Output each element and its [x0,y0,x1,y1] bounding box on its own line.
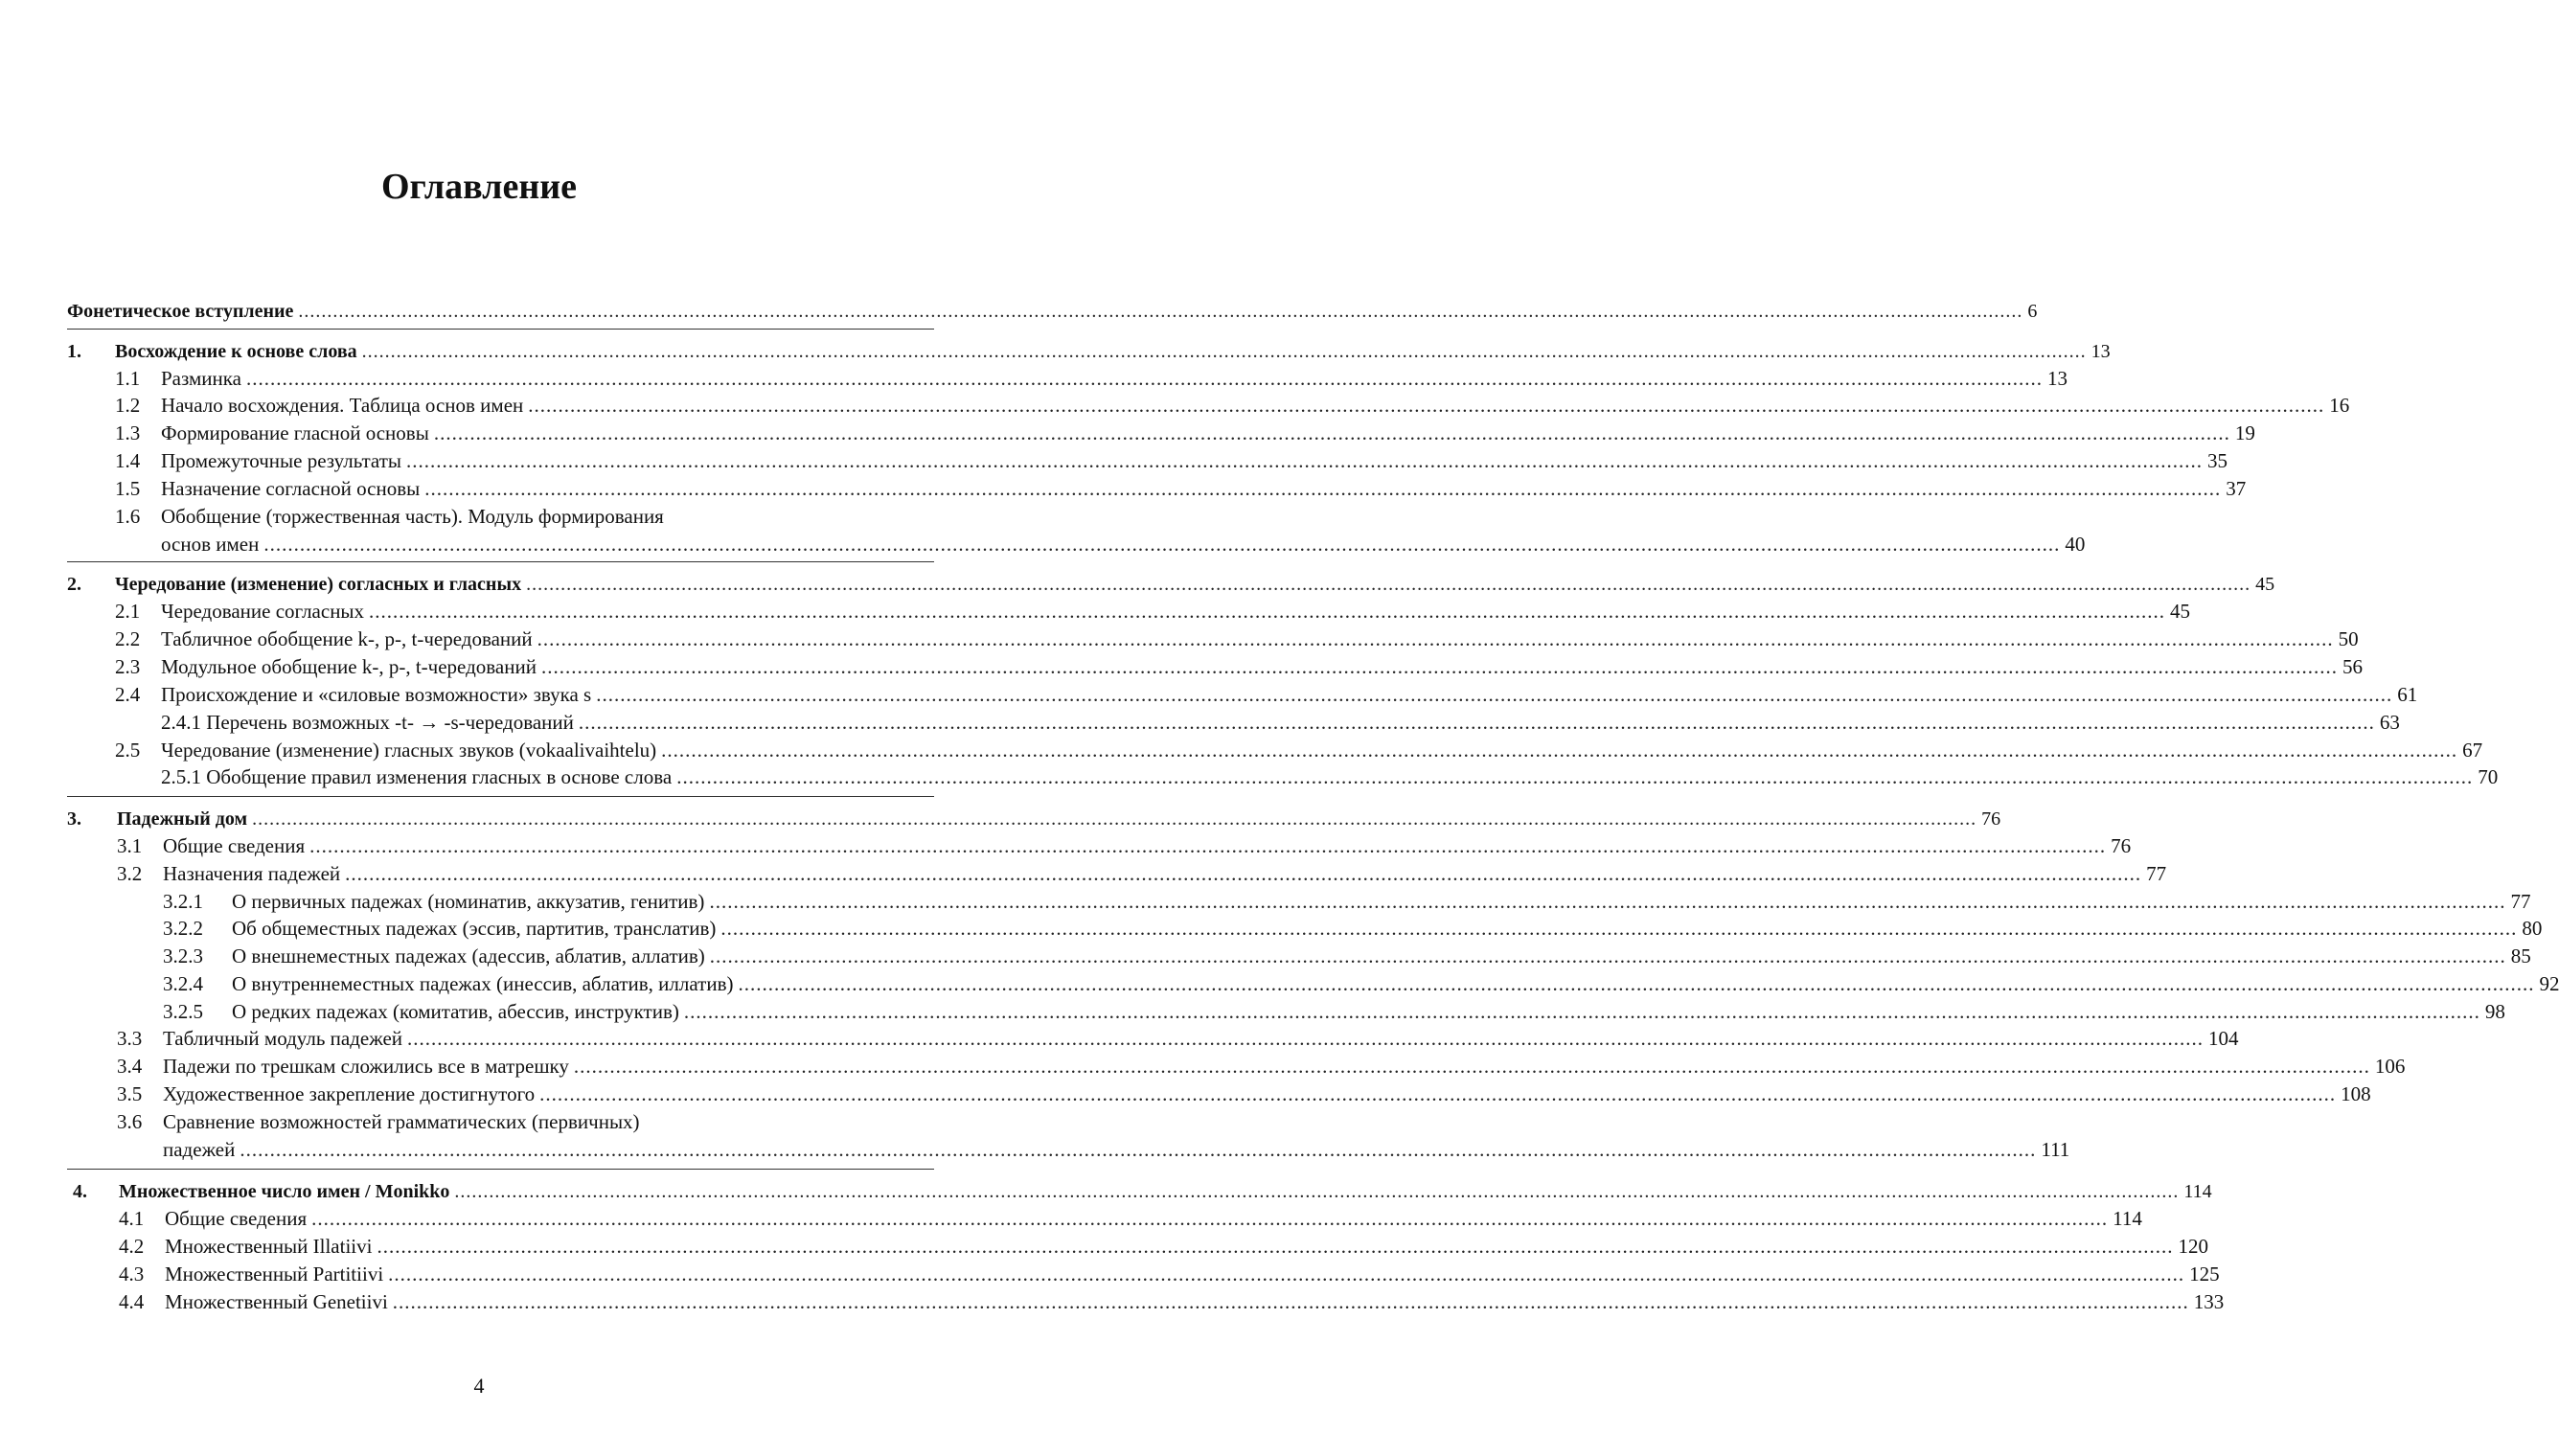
toc-page-number: 61 [2397,683,2418,706]
toc-entry-number: 1.6 [115,505,141,528]
toc-page-number: 125 [2189,1263,2220,1285]
dot-leader: ............................................................................................................................................................................................................................................................................................................ [263,533,2061,556]
toc-page-number: 133 [2193,1290,2225,1313]
toc-entry-title: Табличное обобщение k-, p-, t-чередований [161,627,533,650]
toc-entry-number: 2.4 [115,683,141,706]
toc-section-heading[interactable] [73,1178,2212,1205]
toc-entry[interactable] [115,626,2359,652]
toc-page-number: 120 [2178,1235,2208,1258]
toc-section-heading[interactable] [67,571,2275,598]
toc-entry[interactable] [115,653,2363,680]
toc-entry-title: Промежуточные результаты [161,449,401,472]
toc-page-number: 85 [2510,944,2531,967]
dot-leader: ............................................................................................................................................................................................................................................................................................................ [720,917,2518,940]
toc-page-number: 111 [2041,1138,2070,1161]
toc-entry-title: Множественный Partitiivi [165,1263,384,1285]
dot-leader: ............................................................................................................................................................................................................................................................................................................ [537,627,2334,650]
dot-leader: ............................................................................................................................................................................................................................................................................................................ [676,765,2474,788]
toc-entry[interactable] [115,475,2247,502]
dot-leader: ............................................................................................................................................................................................................................................................................................................ [596,683,2393,706]
toc-entry-number: 3.2.4 [163,972,203,995]
dot-leader: ............................................................................................................................................................................................................................................................................................................ [528,394,2325,417]
toc-entry-title: Падежный дом [117,808,248,830]
dot-leader: ............................................................................................................................................................................................................................................................................................................ [298,301,2023,322]
toc-entry[interactable] [119,1205,2142,1232]
dot-leader: ............................................................................................................................................................................................................................................................................................................ [406,449,2203,472]
toc-entry-title: Множественное число имен / Monikko [119,1181,450,1202]
dot-leader: ............................................................................................................................................................................................................................................................................................................ [573,1055,2370,1078]
toc-entry-number: 3.4 [117,1055,143,1078]
toc-page-number: 63 [2379,711,2400,734]
toc-page-number: 77 [2510,890,2531,913]
toc-entry-title: основ имен [161,533,260,556]
toc-entry-number: 1.4 [115,449,141,472]
toc-entry-number: 4.4 [119,1290,145,1313]
toc-entry-title: 2.4.1 Перечень возможных -t- → -s-чередований [161,711,574,734]
toc-entry-title: 2.5.1 Обобщение правил изменения гласных в основе слова [161,765,673,788]
toc-entry[interactable] [161,709,2400,736]
toc-entry-number: 4.2 [119,1235,145,1258]
toc-entry-title: О внутреннеместных падежах (инессив, аблатив, иллатив) [232,972,734,995]
toc-entry-number: 2.5 [115,739,141,762]
toc-entry-title: О первичных падежах (номинатив, аккузатив, генитив) [232,890,705,913]
toc-entry-number: 1. [67,341,81,362]
toc-entry-title: Сравнение возможностей грамматических (первичных) [163,1110,640,1133]
toc-page-number: 37 [2226,477,2247,500]
toc-page-number: 45 [2170,600,2191,623]
toc-entry-number: 3.3 [117,1027,143,1050]
toc-page-number: 76 [1981,808,2001,830]
page-number: 4 [473,1374,485,1398]
dot-leader: ............................................................................................................................................................................................................................................................................................................ [252,808,1977,830]
toc-entry-title: Модульное обобщение k-, p-, t-чередований [161,655,537,678]
toc-entry[interactable] [163,998,2505,1025]
dot-leader: ............................................................................................................................................................................................................................................................................................................ [309,834,2107,857]
toc-page-number: 92 [2539,972,2559,995]
toc-entry[interactable] [115,503,935,530]
toc-entry-title: Табличный модуль падежей [163,1027,403,1050]
toc-entry[interactable] [117,1025,2239,1052]
toc-entry[interactable] [117,1053,2406,1080]
toc-entry-title: Чередование согласных [161,600,365,623]
toc-entry-title: Чередование (изменение) гласных звуков (vokaalivaihtelu) [161,739,657,762]
dot-leader: ............................................................................................................................................................................................................................................................................................................ [388,1263,2185,1285]
toc-entry-title: Общие сведения [165,1207,308,1230]
toc-entry-number: 3.2.5 [163,1000,203,1023]
section-divider [67,796,934,797]
toc-page-number: 16 [2329,394,2350,417]
dot-leader: ............................................................................................................................................................................................................................................................................................................ [245,367,2043,390]
toc-entry-number: 2.1 [115,600,141,623]
toc-entry[interactable] [161,531,2086,557]
toc-entry-number: 3.2.3 [163,944,203,967]
toc-page-number: 70 [2478,765,2499,788]
dot-leader: ............................................................................................................................................................................................................................................................................................................ [392,1290,2189,1313]
toc-entry-number: 3.2.1 [163,890,203,913]
toc-page-number: 98 [2484,1000,2505,1023]
toc-entry[interactable] [119,1288,2225,1315]
toc-entry-title: О внешнеместных падежах (адессив, аблатив, аллатив) [232,944,705,967]
toc-entry[interactable] [163,915,2543,942]
toc-entry[interactable] [115,447,2228,474]
toc-entry-number: 4.1 [119,1207,145,1230]
dot-leader: ............................................................................................................................................................................................................................................................................................................ [661,739,2458,762]
dot-leader: ............................................................................................................................................................................................................................................................................................................ [433,421,2230,444]
toc-entry-title: Обобщение (торжественная часть). Модуль формирования [161,505,664,528]
dot-leader: ............................................................................................................................................................................................................................................................................................................ [240,1138,2037,1161]
toc-entry-title: Назначение согласной основы [161,477,421,500]
toc-entry-number: 3. [67,808,81,830]
toc-page-number: 50 [2338,627,2359,650]
toc-page-number: 6 [2027,301,2038,322]
toc-entry-title: Восхождение к основе слова [115,341,357,362]
toc-entry-title: Об общеместных падежах (эссив, партитив, транслатив) [232,917,717,940]
toc-page-number: 114 [2113,1207,2142,1230]
toc-entry-title: Художественное закрепление достигнутого [163,1082,536,1105]
dot-leader: ............................................................................................................................................................................................................................................................................................................ [526,574,2251,595]
toc-entry-number: 3.2.2 [163,917,203,940]
toc-entry[interactable] [119,1233,2208,1260]
toc-section-heading[interactable] [67,806,2001,832]
toc-entry-title: О редких падежах (комитатив, абессив, инструктив) [232,1000,679,1023]
toc-entry[interactable] [163,943,2531,969]
toc-page-number: 19 [2234,421,2255,444]
dot-leader: ............................................................................................................................................................................................................................................................................................................ [407,1027,2205,1050]
dot-leader: ............................................................................................................................................................................................................................................................................................................ [709,944,2506,967]
dot-leader: ............................................................................................................................................................................................................................................................................................................ [377,1235,2174,1258]
toc-entry-title: Начало восхождения. Таблица основ имен [161,394,524,417]
toc-entry[interactable] [119,1261,2220,1287]
toc-entry[interactable] [117,860,2167,887]
toc-entry[interactable] [115,737,2483,763]
toc-entry-title: падежей [163,1138,236,1161]
toc-entry-title: Фонетическое вступление [67,301,294,322]
toc-entry[interactable] [115,365,2068,392]
toc-entry[interactable] [115,420,2255,446]
dot-leader: ............................................................................................................................................................................................................................................................................................................ [454,1181,2180,1202]
toc-entry-number: 3.6 [117,1110,143,1133]
toc-entry[interactable] [161,763,2499,790]
toc-entry[interactable] [115,598,2191,625]
toc-entry-title: Чередование (изменение) согласных и гласных [115,574,522,595]
toc-page-number: 13 [2091,341,2111,362]
dot-leader: ............................................................................................................................................................................................................................................................................................................ [424,477,2222,500]
toc-page-number: 106 [2374,1055,2406,1078]
toc-page-number: 76 [2111,834,2132,857]
dot-leader: ............................................................................................................................................................................................................................................................................................................ [311,1207,2109,1230]
toc-entry-number: 1.5 [115,477,141,500]
page-title: Оглавление [380,167,578,207]
toc-page-number: 40 [2065,533,2086,556]
toc-entry-number: 3.5 [117,1082,143,1105]
section-divider [67,561,934,562]
toc-page-number: 114 [2183,1181,2212,1202]
toc-entry-title: Происхождение и «силовые возможности» звука s [161,683,592,706]
toc-entry-title: Разминка [161,367,241,390]
toc-entry-number: 4.3 [119,1263,145,1285]
toc-entry[interactable] [117,1081,2371,1107]
toc-section-heading[interactable] [67,298,2038,325]
toc-entry-title: Множественный Illatiivi [165,1235,373,1258]
toc-page-number: 56 [2342,655,2363,678]
dot-leader: ............................................................................................................................................................................................................................................................................................................ [369,600,2166,623]
toc-page-number: 13 [2046,367,2068,390]
toc-entry[interactable] [163,1136,2070,1163]
toc-page-number: 35 [2207,449,2228,472]
toc-entry-number: 3.2 [117,862,143,885]
dot-leader: ............................................................................................................................................................................................................................................................................................................ [540,655,2338,678]
toc-entry-title: Назначения падежей [163,862,341,885]
toc-entry-title: Формирование гласной основы [161,421,429,444]
toc-entry[interactable] [163,888,2531,915]
dot-leader: ............................................................................................................................................................................................................................................................................................................ [738,972,2535,995]
dot-leader: ............................................................................................................................................................................................................................................................................................................ [709,890,2506,913]
toc-entry[interactable] [163,970,2559,997]
toc-entry[interactable] [115,681,2418,708]
toc-entry-title: Общие сведения [163,834,306,857]
toc-page-number: 104 [2208,1027,2239,1050]
toc-entry-number: 1.1 [115,367,141,390]
dot-leader: ............................................................................................................................................................................................................................................................................................................ [345,862,2142,885]
toc-entry-number: 2.2 [115,627,141,650]
dot-leader: ............................................................................................................................................................................................................................................................................................................ [683,1000,2480,1023]
toc-entry[interactable] [117,832,2132,859]
toc-entry-number: 4. [73,1181,87,1202]
toc-entry[interactable] [115,392,2350,419]
dot-leader: ............................................................................................................................................................................................................................................................................................................ [578,711,2375,734]
toc-entry-number: 1.2 [115,394,141,417]
section-divider [67,329,934,330]
toc-entry[interactable] [117,1108,935,1135]
toc-entry-number: 1.3 [115,421,141,444]
toc-page-number: 80 [2522,917,2543,940]
toc-page-number: 67 [2462,739,2483,762]
toc-page-number: 45 [2255,574,2275,595]
dot-leader: ............................................................................................................................................................................................................................................................................................................ [361,341,2087,362]
toc-entry-title: Множественный Genetiivi [165,1290,388,1313]
toc-page-number: 77 [2146,862,2167,885]
toc-section-heading[interactable] [67,338,2111,365]
toc-entry-number: 2.3 [115,655,141,678]
toc-page-number: 108 [2341,1082,2371,1105]
toc-entry-title: Падежи по трешкам сложились все в матрешку [163,1055,569,1078]
toc-entry-number: 3.1 [117,834,143,857]
section-divider [67,1169,934,1170]
toc-entry-number: 2. [67,574,81,595]
dot-leader: ............................................................................................................................................................................................................................................................................................................ [539,1082,2337,1105]
